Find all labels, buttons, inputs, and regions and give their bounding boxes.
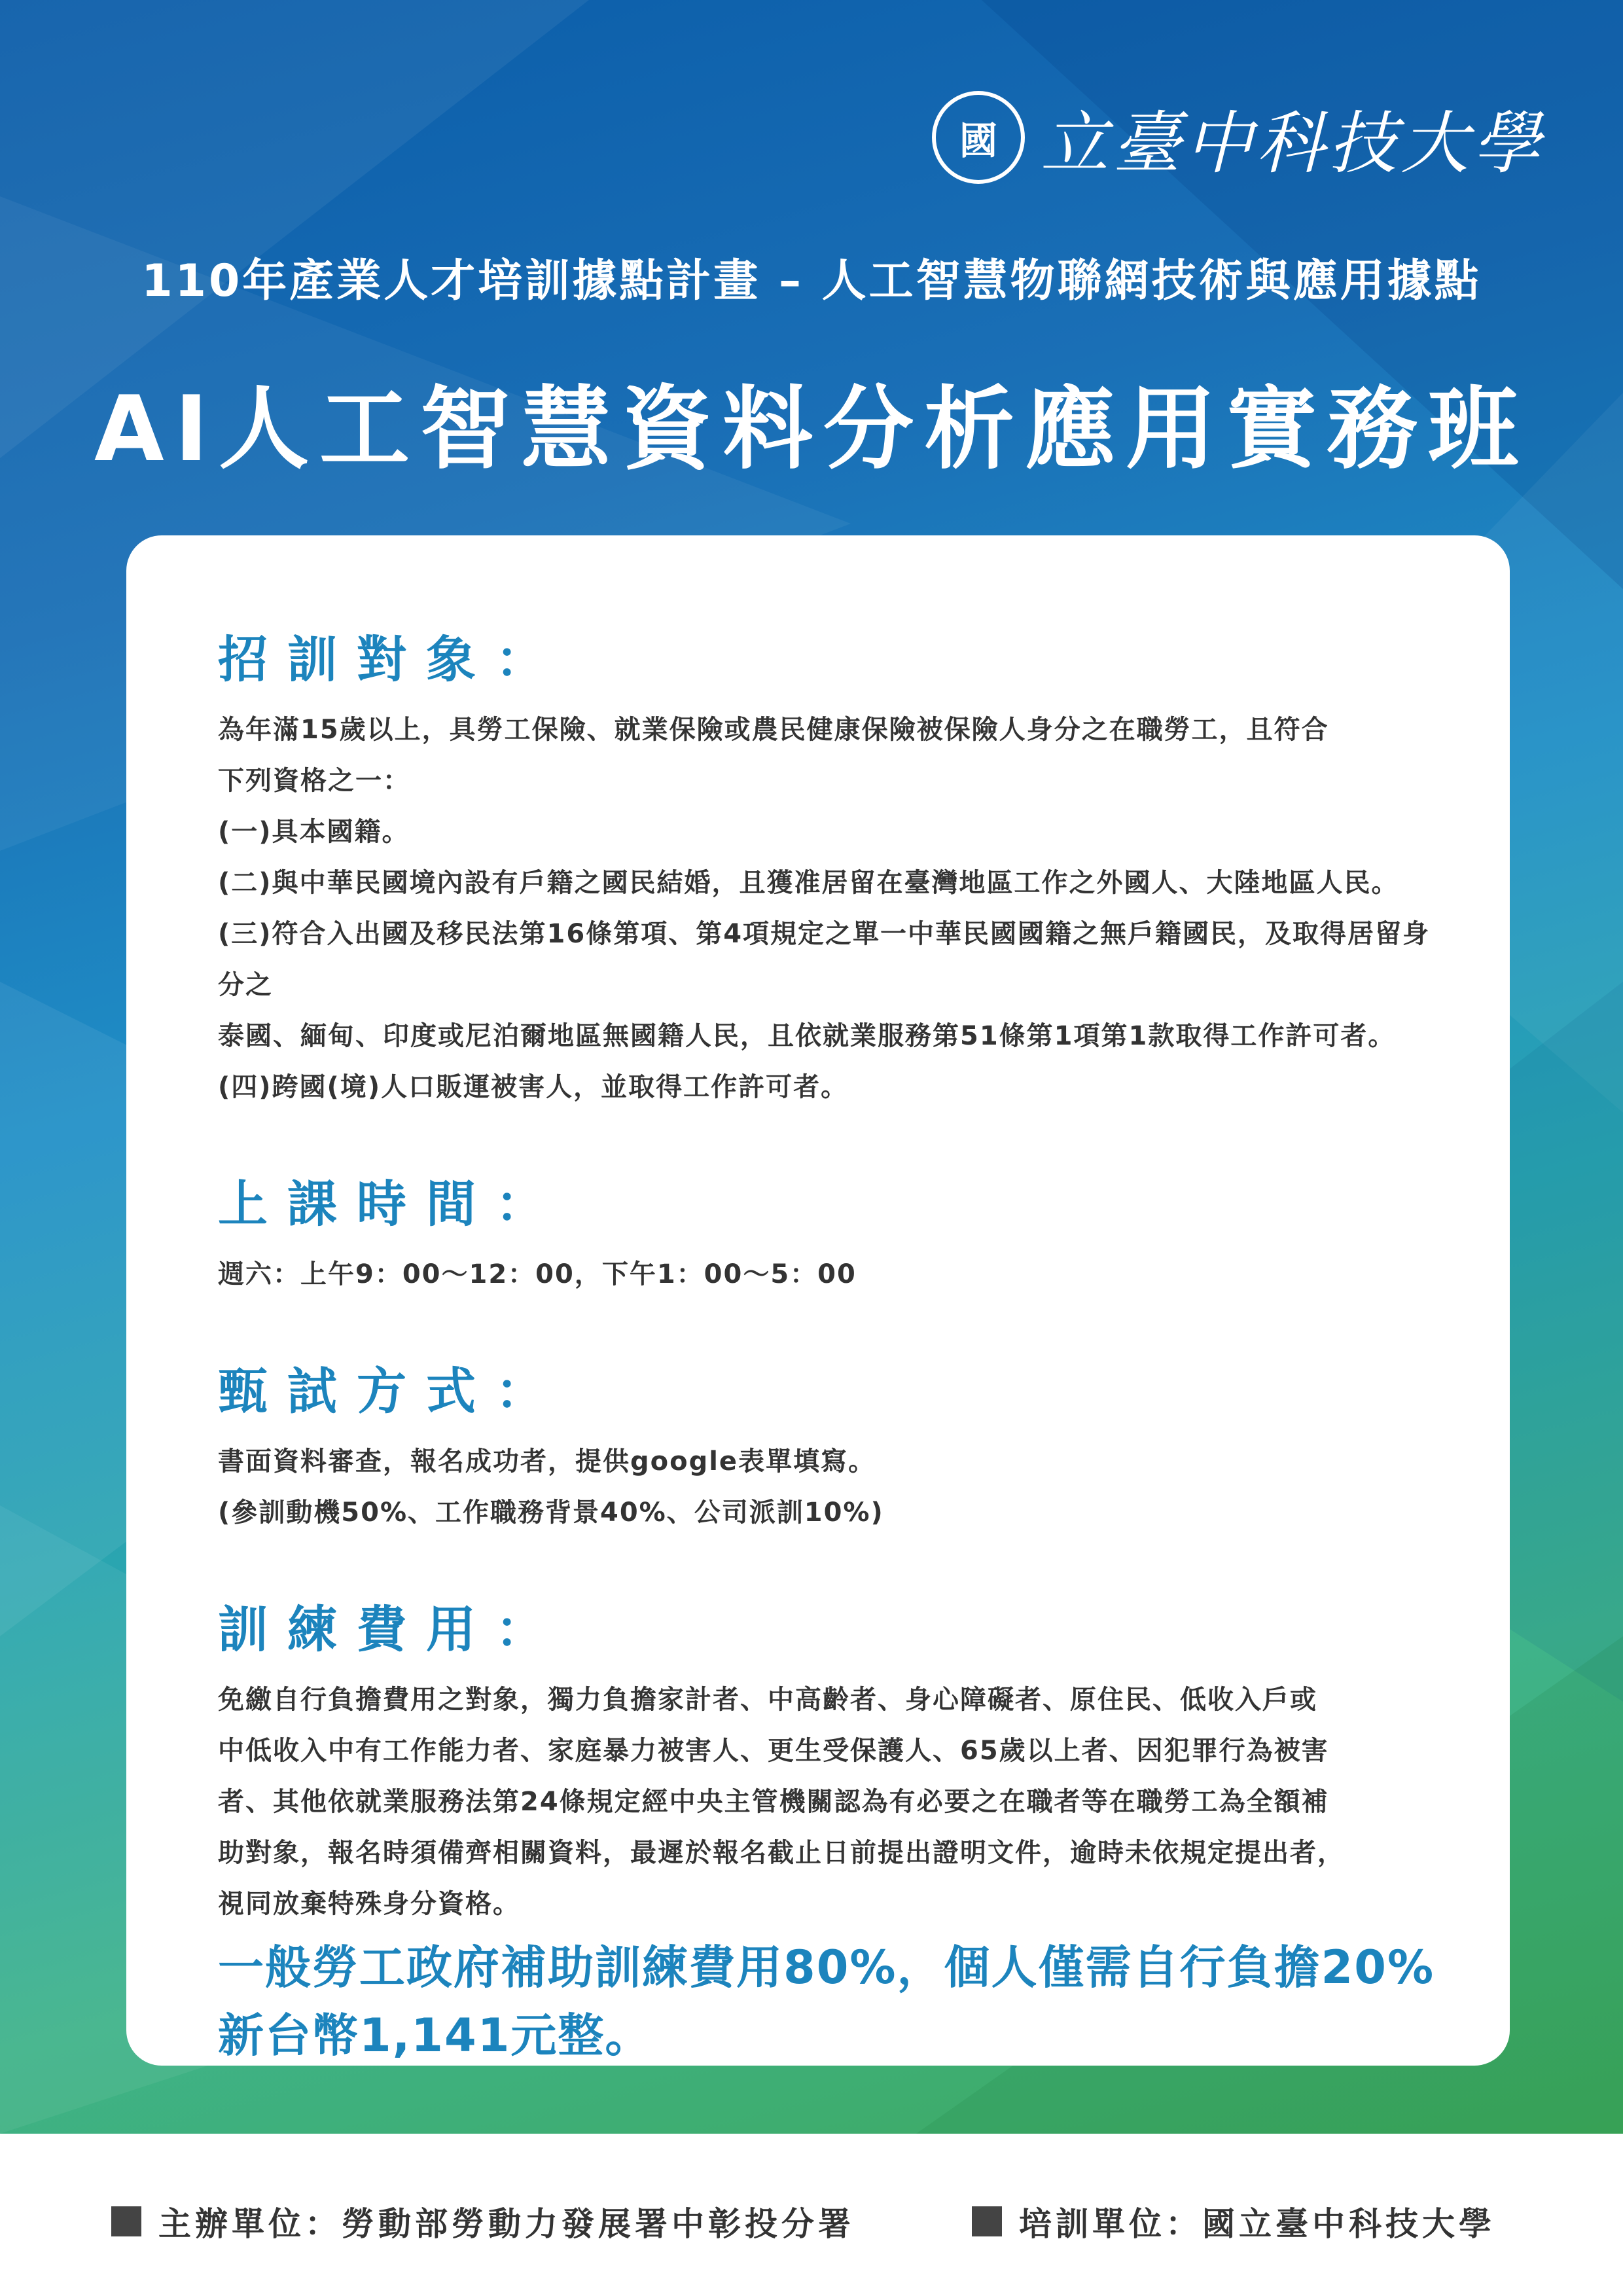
- organizer-info: [111, 2198, 855, 2245]
- square-bullet-icon: [111, 2206, 141, 2236]
- recruit-line: 為年滿15歲以上，具勞工保險、就業保險或農民健康保險被保險人身分之在職勞工，且符合: [218, 715, 1329, 745]
- recruit-line: (三)符合入出國及移民法第16條第項、第4項規定之單一中華民國國籍之無戶籍國民，及取得居留身分之: [218, 919, 1431, 1000]
- fee-line: 視同放棄特殊身分資格。: [218, 1889, 520, 1919]
- selection-line: 書面資料審查，報名成功者，提供google表單填寫。: [218, 1446, 876, 1477]
- schedule-line: 週六：上午9：00～12：00，下午1：00～5：00: [218, 1259, 857, 1289]
- recruit-heading: 招訓對象：: [218, 630, 565, 689]
- university-logo: [932, 79, 1544, 196]
- section-recruit: [218, 627, 1435, 1113]
- trainer-info: [972, 2198, 1495, 2245]
- selection-heading: 甄試方式：: [218, 1362, 565, 1420]
- fee-line: 中低收入中有工作能力者、家庭暴力被害人、更生受保護人、65歲以上者、因犯罪行為被害: [218, 1736, 1329, 1766]
- recruit-line: 泰國、緬甸、印度或尼泊爾地區無國籍人民，且依就業服務第51條第1項第1款取得工作許可者。: [218, 1021, 1396, 1051]
- footer: [0, 2134, 1623, 2296]
- recruit-line: (二)與中華民國境內設有戶籍之國民結婚，且獲准居留在臺灣地區工作之外國人、大陸地區人民。: [218, 868, 1399, 898]
- recruit-line: (四)跨國(境)人口販運被害人，並取得工作許可者。: [218, 1072, 849, 1102]
- organizer-text: 主辦單位：勞動部勞動力發展署中彰投分署: [158, 2205, 855, 2243]
- recruit-line: 下列資格之一：: [218, 766, 410, 796]
- fee-line: 助對象，報名時須備齊相關資料，最遲於報名截止日前提出證明文件，逾時未依規定提出者，: [218, 1838, 1345, 1868]
- section-fee: [218, 1597, 1435, 2070]
- square-bullet-icon: [972, 2206, 1002, 2236]
- program-subtitle: 110年產業人才培訓據點計畫 – 人工智慧物聯網技術與應用據點: [141, 255, 1482, 307]
- university-name: 立臺中科技大學: [1040, 103, 1544, 183]
- fee-line: 者、其他依就業服務法第24條規定經中央主管機關認為有必要之在職者等在職勞工為全額補: [218, 1787, 1329, 1817]
- fee-line: 免繳自行負擔費用之對象，獨力負擔家計者、中高齡者、身心障礙者、原住民、低收入戶或: [218, 1685, 1317, 1715]
- fee-heading: 訓練費用：: [218, 1600, 565, 1659]
- fee-highlight: 一般勞工政府補助訓練費用80%，個人僅需自行負擔20%: [218, 1941, 1435, 1994]
- university-seal-icon: 國: [932, 91, 1025, 184]
- recruit-line: (一)具本國籍。: [218, 817, 410, 847]
- section-schedule: [218, 1172, 1435, 1300]
- schedule-heading: 上課時間：: [218, 1175, 565, 1233]
- info-card: [126, 535, 1510, 2066]
- course-title: AI人工智慧資料分析應用實務班: [94, 376, 1529, 482]
- card-content: [218, 627, 1435, 2128]
- trainer-text: 培訓單位：國立臺中科技大學: [1019, 2205, 1495, 2243]
- section-selection: [218, 1359, 1435, 1538]
- selection-line: (參訓動機50%、工作職務背景40%、公司派訓10%): [218, 1498, 884, 1528]
- fee-highlight: 新台幣1,141元整。: [218, 2009, 652, 2062]
